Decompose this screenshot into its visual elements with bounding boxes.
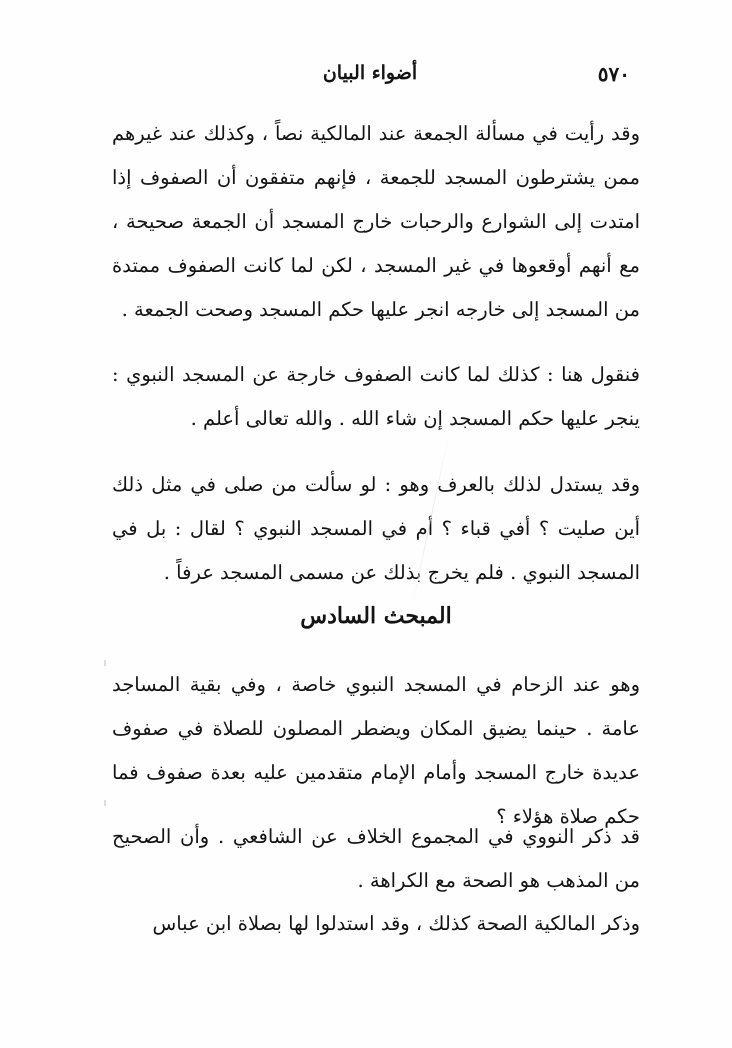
paragraph-6: وذكر المالكية الصحة كذلك ، وقد استدلوا لها بصلاة ابن عباس	[152, 912, 640, 935]
page-header	[110, 56, 630, 92]
paragraph-5: قد ذكر النووي في المجموع الخلاف عن الشافعي . وأن الصحيح من المذهب هو الصحة مع الكراهة .	[112, 825, 640, 892]
page-number: ٥٧٠	[597, 62, 630, 86]
section-heading: المبحث السادس	[300, 603, 452, 629]
running-title: أضواء البيان	[322, 62, 418, 84]
paragraph-2: فنقول هنا : كذلك لما كانت الصفوف خارجة عن المسجد النبوي : ينجر عليها حكم المسجد إن شاء الله . والله تعالى أعلم .	[112, 363, 640, 430]
paragraph-3: وقد يستدل لذلك بالعرف وهو : لو سألت من صلى في مثل ذلك أين صليت ؟ أفي قباء ؟ أم في المسجد النبوي ؟ لقال : بل في المسجد النبوي . فلم يخرج بذلك عن مسمى المسجد عرفاً .	[112, 473, 640, 584]
scan-speck	[104, 800, 106, 806]
scan-speck	[104, 660, 106, 666]
paragraph-1: وقد رأيت في مسألة الجمعة عند المالكية نصاً ، وكذلك عند غيرهم ممن يشترطون المسجد للجمعة ، فإنهم متفقون أن الصفوف إذا امتدت إلى الشوارع والرحبات خارج المسجد أن الجمعة صحيحة ، مع أنهم أوقعوها في غير المسجد ، لكن لما كانت الصفوف ممتدة من المسجد إلى خارجه انجر عليها حكم المسجد وصحت الجمعة .	[112, 122, 640, 321]
paragraph-4: وهو عند الزحام في المسجد النبوي خاصة ، وفي بقية المساجد عامة . حينما يضيق المكان ويضطر المصلون للصلاة في صفوف عديدة خارج المسجد وأمام الإمام متقدمين عليه بعدة صفوف فما حكم صلاة هؤلاء ؟	[112, 673, 640, 828]
